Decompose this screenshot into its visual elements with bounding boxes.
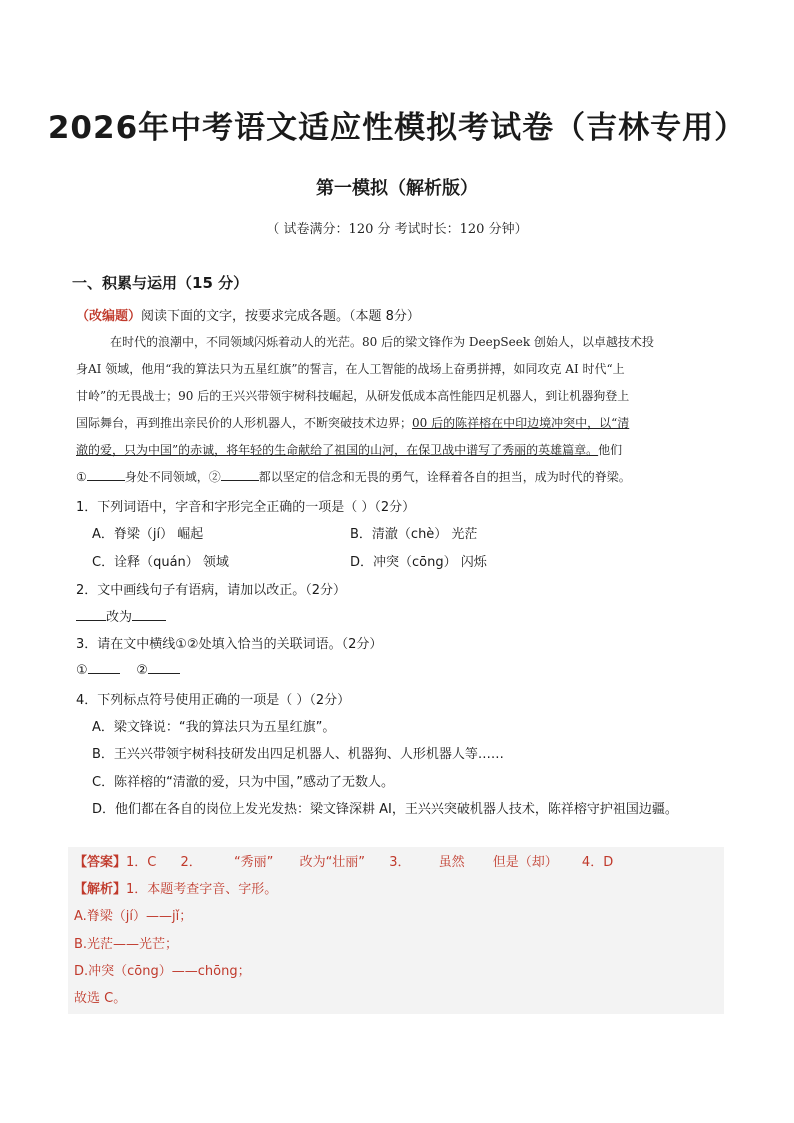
analysis-line-5: 故选 C。 bbox=[74, 991, 127, 1006]
answer-2-from: “秀丽” bbox=[233, 855, 274, 870]
q4-option-a[interactable]: A．梁文锋说：“我的算法只为五星红旗”。 bbox=[92, 720, 336, 735]
passage-line-1: 在时代的浪潮中，不同领域闪烁着动人的光茫。80 后的梁文锋作为 DeepSeek 创始人，以卓越技术投 bbox=[110, 335, 654, 349]
page-title: 2026年中考语文适应性模拟考试卷（吉林专用） bbox=[47, 110, 747, 146]
q4-option-b[interactable]: B．王兴兴带领宇树科技研发出四足机器人、机器狗、人形机器人等…… bbox=[92, 747, 504, 762]
answer-3-word-1: 虽然 bbox=[438, 855, 465, 870]
q3-blank-1[interactable] bbox=[88, 661, 120, 674]
exam-meta: （ 试卷满分：120 分 考试时长：120 分钟） bbox=[266, 222, 528, 237]
analysis-label: 【解析】 bbox=[74, 882, 127, 897]
intro-tag: （改编题） bbox=[76, 309, 142, 324]
q3-blank-2[interactable] bbox=[148, 661, 180, 674]
q4-option-c[interactable]: C．陈祥榕的“清澈的爱，只为中国，”感动了无数人。 bbox=[92, 775, 395, 790]
underlined-sentence-start: 00 后的陈祥榕在中印边境冲突中，以“清 bbox=[412, 416, 630, 430]
question-1-stem: 1．下列词语中，字音和字形完全正确的一项是（ ）（2分） bbox=[76, 500, 416, 515]
answer-label: 【答案】 bbox=[74, 855, 127, 870]
answer-line bbox=[74, 851, 613, 870]
page-subtitle: 第一模拟（解析版） bbox=[316, 178, 478, 199]
blank-marker-1: ① bbox=[76, 470, 87, 484]
q4-option-d[interactable]: D．他们都在各自的岗位上发光发热：梁文锋深耕 AI，王兴兴突破机器人技术，陈祥榕守护祖国边疆。 bbox=[92, 802, 678, 817]
analysis-line-2: A.脊梁（jí）——jǐ； bbox=[74, 909, 193, 924]
question-3-stem: 3．请在文中横线①②处填入恰当的关联词语。（2分） bbox=[76, 637, 383, 652]
passage-line-4-text: 国际舞台，再到推出亲民价的人形机器人，不断突破技术边界； bbox=[76, 416, 413, 430]
passage-line-3: 甘岭”的无畏战士；90 后的王兴兴带领宇树科技崛起，从研发低成本高性能四足机器人，到让机器狗登上 bbox=[76, 389, 630, 403]
analysis-line-4: D.冲突（cōng）——chōng； bbox=[74, 964, 251, 979]
q1-option-c[interactable]: C．诠释（quán） 领域 bbox=[92, 555, 229, 570]
q3-marker-1: ① bbox=[76, 663, 88, 678]
q1-option-b[interactable]: B．清澈（chè） 光茫 bbox=[350, 527, 478, 542]
passage-line-4 bbox=[76, 414, 629, 431]
blank-1[interactable] bbox=[87, 468, 125, 481]
q2-blank-after[interactable] bbox=[132, 608, 166, 621]
intro-text: 阅读下面的文字，按要求完成各题。（本题 8分） bbox=[141, 309, 420, 324]
passage-line-6-end: 都以坚定的信念和无畏的勇气，诠释着各自的担当，成为时代的脊梁。 bbox=[258, 470, 631, 484]
question-2-stem: 2．文中画线句子有语病，请加以改正。（2分） bbox=[76, 583, 347, 598]
passage-line-5-tail: 他们 bbox=[598, 443, 623, 457]
answer-3-num: 3． bbox=[389, 855, 411, 870]
passage-line-6 bbox=[76, 468, 631, 485]
analysis-line-1 bbox=[74, 878, 277, 897]
answer-2-num: 2． bbox=[180, 855, 202, 870]
q2-answer-line bbox=[76, 606, 166, 625]
passage-line-5 bbox=[76, 441, 622, 458]
section-heading: 一、积累与运用（15 分） bbox=[72, 274, 249, 292]
answer-analysis-box bbox=[68, 847, 724, 1014]
underlined-sentence-end: 澈的爱，只为中国”的赤诚，将年轻的生命献给了祖国的山河，在保卫战中谱写了秀丽的英雄篇章。 bbox=[76, 443, 599, 457]
answer-2-to: 改为“壮丽” bbox=[299, 855, 366, 870]
analysis-text-1: 1．本题考查字音、字形。 bbox=[126, 882, 278, 897]
q1-option-d[interactable]: D．冲突（cōng） 闪烁 bbox=[350, 555, 487, 570]
passage-line-6-mid: 身处不同领域，② bbox=[124, 470, 221, 484]
question-4-stem: 4．下列标点符号使用正确的一项是（ ）（2分） bbox=[76, 693, 351, 708]
q3-answer-line bbox=[76, 661, 180, 678]
q1-option-a[interactable]: A．脊梁（jí） 崛起 bbox=[92, 527, 204, 542]
section-intro bbox=[76, 305, 420, 324]
blank-2[interactable] bbox=[221, 468, 259, 481]
passage-line-2: 身AI 领域，他用“我的算法只为五星红旗”的誓言，在人工智能的战场上奋勇拼搏，如同攻克 AI 时代“上 bbox=[76, 362, 625, 376]
answer-4: 4．D bbox=[581, 855, 614, 870]
q2-answer-label: 改为 bbox=[106, 610, 133, 625]
q3-marker-2: ② bbox=[136, 663, 148, 678]
answer-1: 1．C bbox=[126, 855, 157, 870]
answer-3-word-2: 但是（却） bbox=[492, 855, 558, 870]
analysis-line-3: B.光茫——光芒； bbox=[74, 937, 179, 952]
q2-blank-before[interactable] bbox=[76, 608, 106, 621]
